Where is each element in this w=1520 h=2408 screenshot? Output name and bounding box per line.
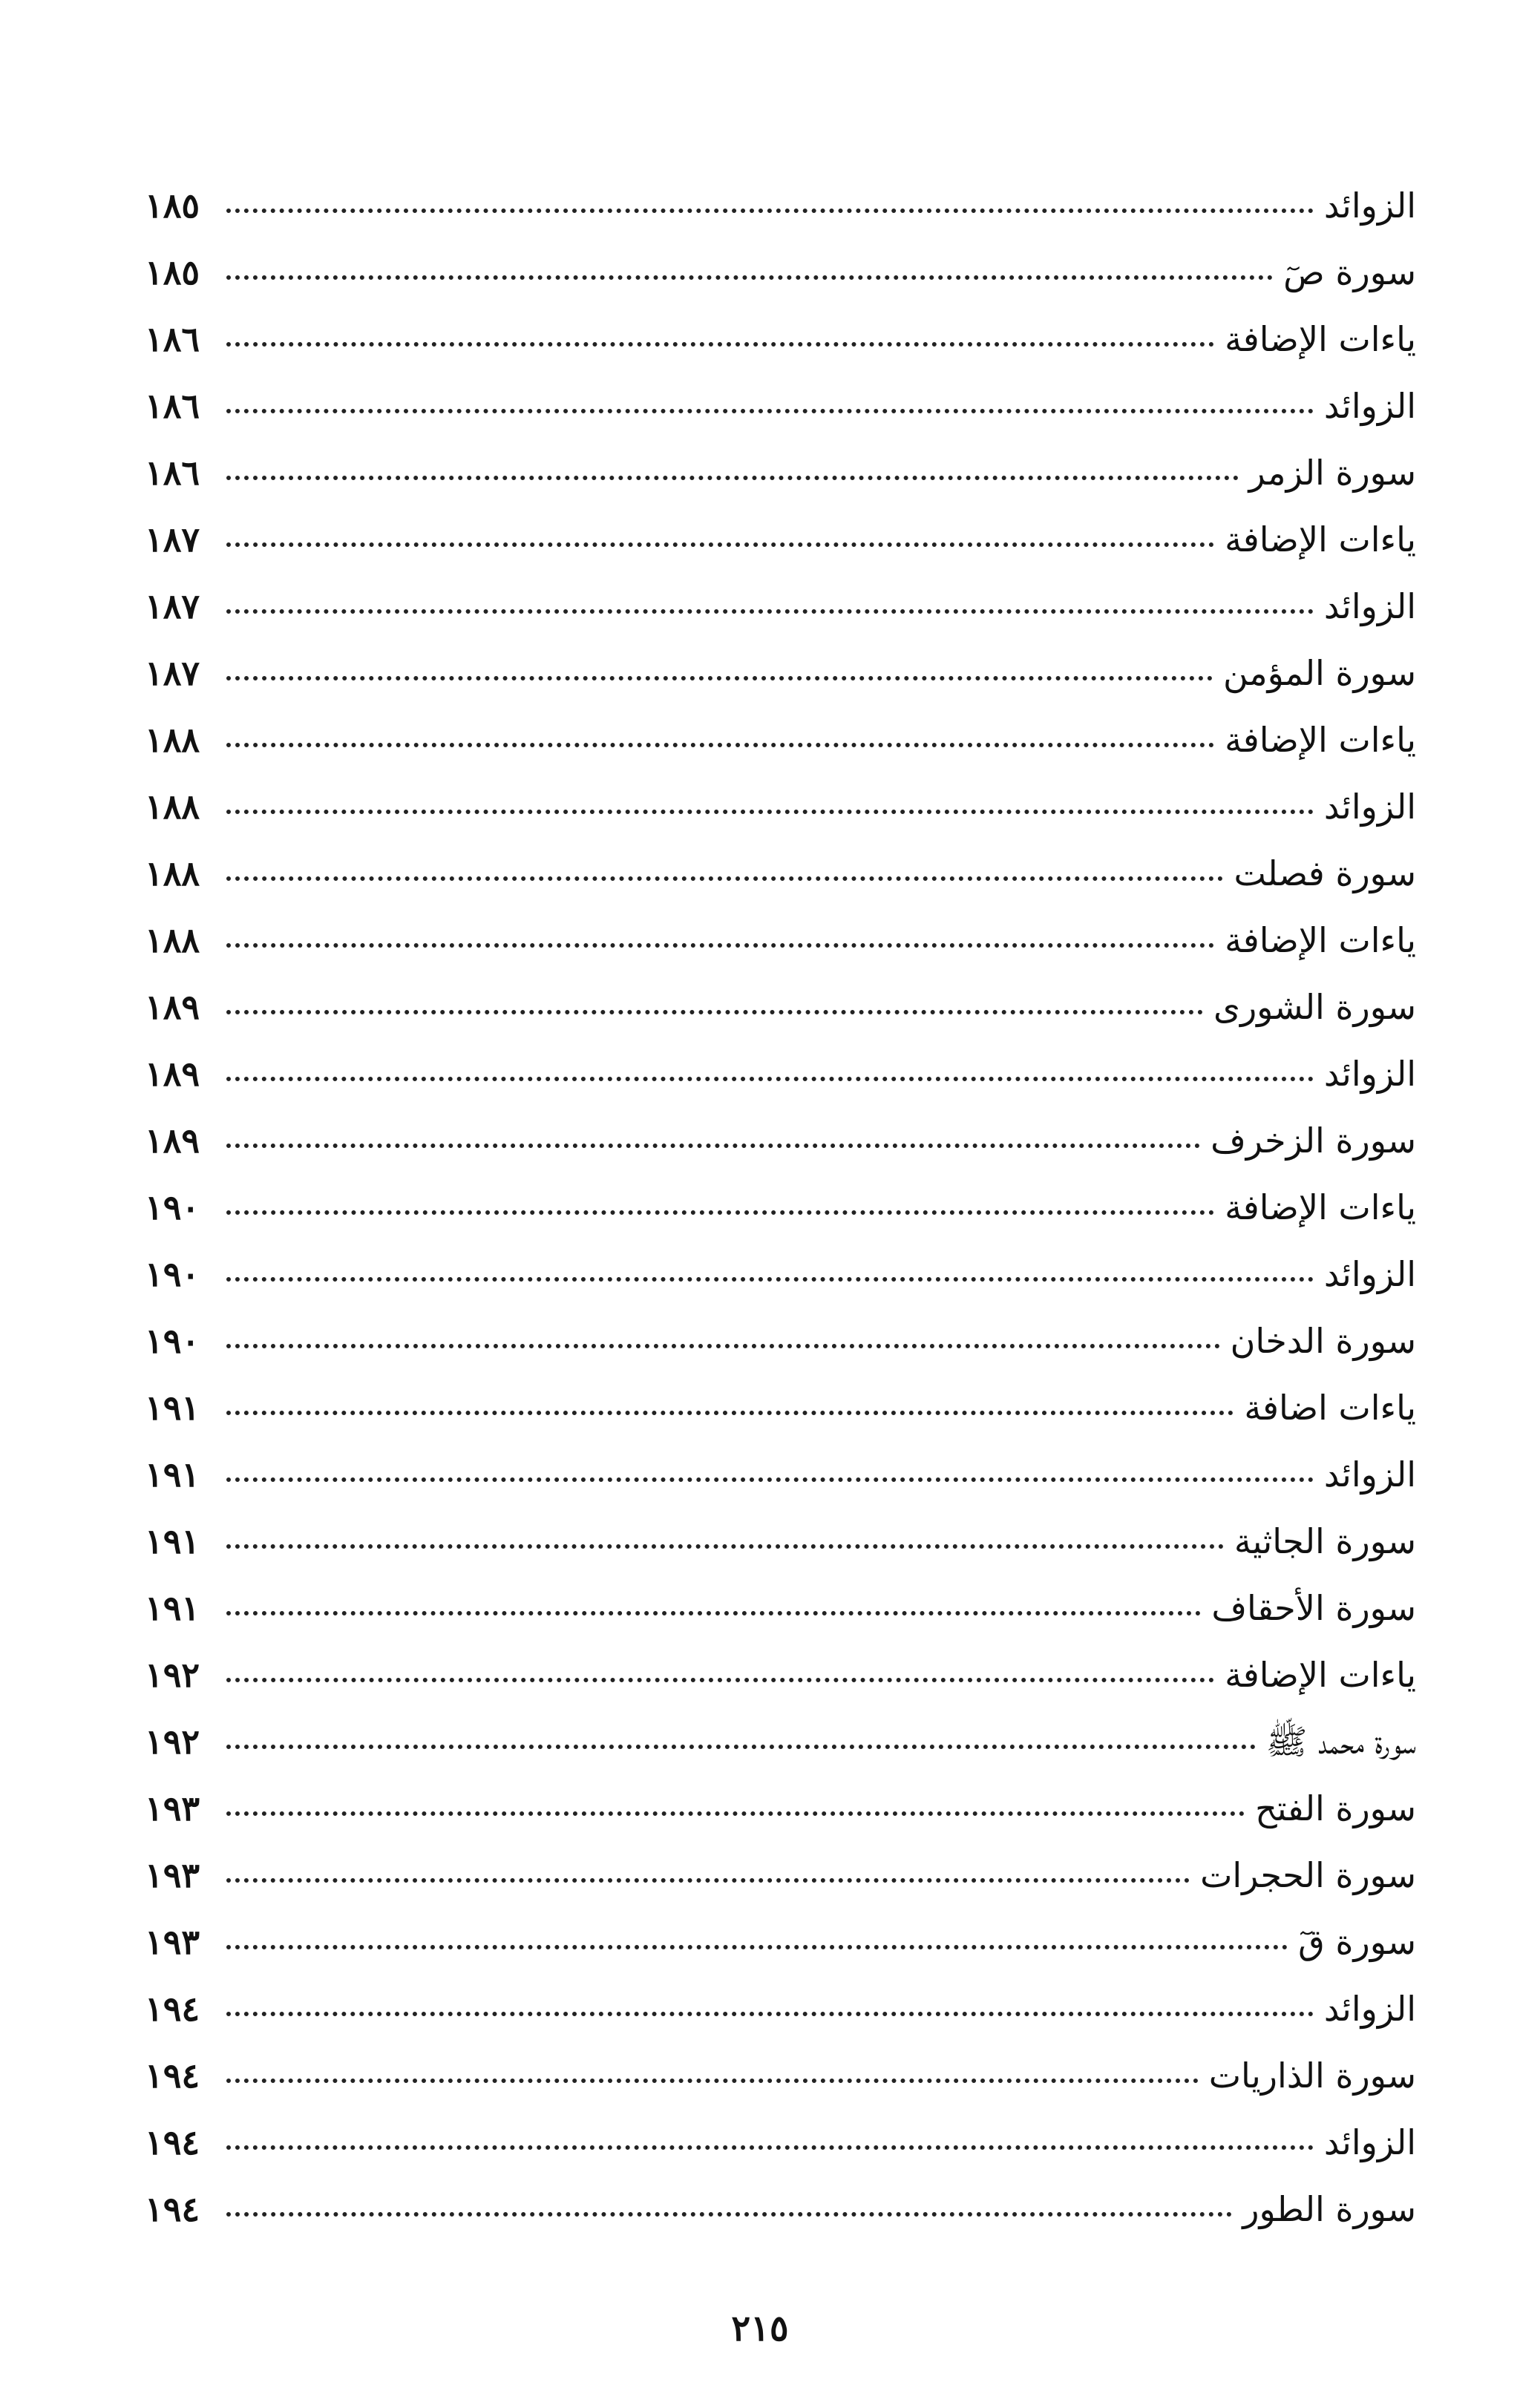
- toc-entry: [145, 1508, 1416, 1575]
- toc-entry: [145, 1909, 1416, 1975]
- toc-entry: [145, 1975, 1416, 2042]
- toc-entry-page: ١٩١: [145, 1388, 200, 1428]
- dot-leader: [226, 2145, 1314, 2150]
- toc-entry-title: سورة صٓ: [1283, 252, 1416, 292]
- toc-entry-page: ١٩٤: [145, 2056, 200, 2096]
- toc-entry-title: الزوائد: [1323, 1054, 1416, 1094]
- dot-leader: [226, 1878, 1190, 1883]
- toc-entry: [145, 1842, 1416, 1909]
- toc-entry-title: سورة الجاثية: [1234, 1521, 1416, 1561]
- toc-entry-page: ١٩٣: [145, 1922, 200, 1962]
- dot-leader: [226, 876, 1223, 881]
- toc-entry: [145, 1575, 1416, 1641]
- toc-entry-page: ١٩٤: [145, 2122, 200, 2162]
- dot-leader: [226, 1611, 1201, 1615]
- dot-leader: [226, 2012, 1314, 2016]
- dot-leader: [226, 1544, 1224, 1549]
- toc-entry-page: ١٩٤: [145, 2189, 200, 2229]
- dot-leader: [226, 1210, 1214, 1215]
- dot-leader: [226, 542, 1214, 547]
- toc-entry: [145, 439, 1416, 506]
- dot-leader: [226, 1411, 1234, 1415]
- toc-entry: [145, 2042, 1416, 2109]
- toc-entry-page: ١٨٦: [145, 319, 200, 359]
- dot-leader: [226, 1678, 1214, 1682]
- toc-entry-title: سورة الزمر: [1248, 453, 1416, 493]
- toc-entry: [145, 306, 1416, 373]
- toc-entry-page: ١٩٠: [145, 1187, 200, 1227]
- dot-leader: [226, 209, 1314, 213]
- toc-entry-page: ١٩١: [145, 1588, 200, 1628]
- dot-leader: [226, 342, 1214, 347]
- dot-leader: [226, 1945, 1288, 1949]
- toc-entry: [145, 706, 1416, 773]
- toc-entry-title: ياءات اضافة: [1244, 1388, 1416, 1428]
- toc-entry-page: ١٨٧: [145, 653, 200, 693]
- toc-entry-page: ١٨٩: [145, 1054, 200, 1094]
- toc-entry-title: سورة الدخان: [1230, 1321, 1416, 1361]
- dot-leader: [226, 1477, 1314, 1482]
- toc-entry-page: ١٩٢: [145, 1722, 200, 1762]
- toc-entry-title: ياءات الإضافة: [1225, 720, 1416, 760]
- dot-leader: [226, 1077, 1314, 1081]
- toc-entry-page: ١٩٠: [145, 1254, 200, 1294]
- toc-entry-page: ١٨٦: [145, 453, 200, 493]
- toc-entry: [145, 573, 1416, 640]
- toc-entry-page: ١٩٣: [145, 1788, 200, 1828]
- toc-entry-title: سورة الزخرف: [1211, 1121, 1416, 1161]
- dot-leader: [226, 1811, 1245, 1816]
- toc-entry-title: سورة قٓ: [1298, 1922, 1416, 1962]
- toc-entry-page: ١٨٥: [145, 186, 200, 226]
- toc-entry-page: ١٩١: [145, 1454, 200, 1495]
- toc-entry-title: ياءات الإضافة: [1225, 1655, 1416, 1695]
- toc-entry-title: ياءات الإضافة: [1225, 1187, 1416, 1227]
- dot-leader: [226, 1144, 1200, 1148]
- toc-entry: [145, 1775, 1416, 1842]
- dot-leader: [226, 409, 1314, 413]
- toc-entry: [145, 1308, 1416, 1374]
- dot-leader: [226, 743, 1214, 747]
- toc-entry: [145, 506, 1416, 573]
- toc-entry-title: سورة الشورى: [1213, 987, 1416, 1027]
- table-of-contents: [145, 172, 1416, 2243]
- dot-leader: [226, 2212, 1232, 2217]
- toc-entry: [145, 1374, 1416, 1441]
- dot-leader: [226, 476, 1239, 480]
- toc-entry: [145, 373, 1416, 439]
- dot-leader: [226, 1010, 1203, 1014]
- toc-entry-title: الزوائد: [1323, 2122, 1416, 2162]
- toc-entry-title: سورة المؤمن: [1222, 653, 1416, 693]
- toc-entry-title: الزوائد: [1323, 1989, 1416, 2029]
- toc-entry-title: ياءات الإضافة: [1225, 319, 1416, 359]
- toc-entry: [145, 1708, 1416, 1775]
- toc-entry-page: ١٩١: [145, 1521, 200, 1561]
- dot-leader: [226, 676, 1213, 680]
- toc-entry-title: سورة الحجرات: [1200, 1855, 1416, 1895]
- toc-entry-title: سورة الأحقاف: [1211, 1588, 1416, 1628]
- toc-entry-page: ١٨٨: [145, 920, 200, 960]
- toc-entry: [145, 1040, 1416, 1107]
- toc-entry-page: ١٨٧: [145, 519, 200, 560]
- toc-entry-page: ١٨٨: [145, 787, 200, 827]
- toc-entry-title: الزوائد: [1323, 386, 1416, 426]
- toc-entry-title: ياءات الإضافة: [1225, 519, 1416, 560]
- toc-entry-title: الزوائد: [1323, 186, 1416, 226]
- dot-leader: [226, 1344, 1220, 1348]
- dot-leader: [226, 275, 1273, 280]
- toc-entry: [145, 239, 1416, 306]
- page-number: ٢١٥: [731, 2308, 789, 2349]
- toc-entry: [145, 172, 1416, 239]
- toc-entry-title: سورة محمد ﷺ: [1265, 1722, 1416, 1762]
- dot-leader: [226, 609, 1314, 614]
- dot-leader: [226, 810, 1314, 814]
- dot-leader: [226, 2079, 1199, 2083]
- toc-entry: [145, 2109, 1416, 2176]
- toc-entry: [145, 840, 1416, 907]
- toc-entry-page: ١٩٠: [145, 1321, 200, 1361]
- toc-entry: [145, 2176, 1416, 2243]
- toc-entry: [145, 1241, 1416, 1308]
- toc-entry-page: ١٨٨: [145, 720, 200, 760]
- toc-entry-page: ١٩٢: [145, 1655, 200, 1695]
- toc-entry-title: سورة الذاريات: [1208, 2056, 1416, 2096]
- toc-entry-title: سورة الفتح: [1255, 1788, 1416, 1828]
- toc-entry: [145, 1174, 1416, 1241]
- toc-entry: [145, 1641, 1416, 1708]
- toc-entry-title: سورة الطور: [1242, 2189, 1416, 2229]
- toc-entry-title: الزوائد: [1323, 586, 1416, 626]
- dot-leader: [226, 1277, 1314, 1282]
- toc-entry-page: ١٨٩: [145, 1121, 200, 1161]
- toc-entry-page: ١٨٦: [145, 386, 200, 426]
- toc-entry: [145, 907, 1416, 974]
- toc-entry-page: ١٨٨: [145, 853, 200, 893]
- dot-leader: [226, 943, 1214, 948]
- toc-entry: [145, 974, 1416, 1040]
- toc-entry: [145, 1107, 1416, 1174]
- toc-entry-page: ١٩٣: [145, 1855, 200, 1895]
- toc-entry-title: سورة فصلت: [1234, 853, 1416, 893]
- toc-entry: [145, 640, 1416, 706]
- toc-entry-page: ١٨٧: [145, 586, 200, 626]
- dot-leader: [226, 1745, 1256, 1749]
- toc-entry-page: ١٨٩: [145, 987, 200, 1027]
- toc-entry-title: ياءات الإضافة: [1225, 920, 1416, 960]
- toc-entry-title: الزوائد: [1323, 1454, 1416, 1495]
- toc-entry-page: ١٨٥: [145, 252, 200, 292]
- toc-entry-title: الزوائد: [1323, 1254, 1416, 1294]
- toc-entry-title: الزوائد: [1323, 787, 1416, 827]
- toc-entry-page: ١٩٤: [145, 1989, 200, 2029]
- toc-entry: [145, 773, 1416, 840]
- toc-entry: [145, 1441, 1416, 1508]
